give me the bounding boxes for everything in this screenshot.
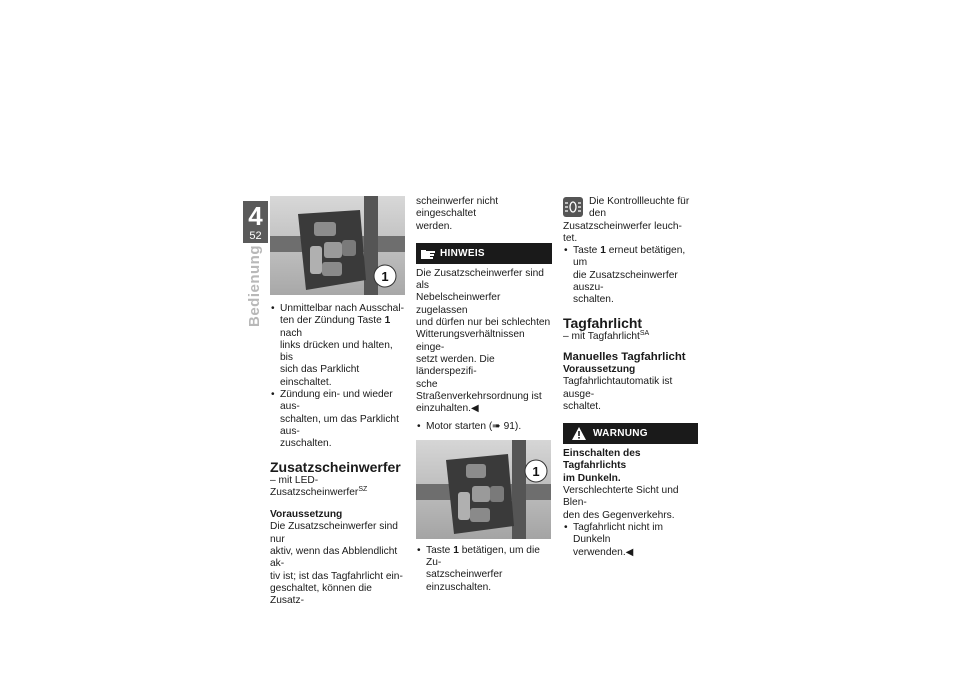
notice-bar	[416, 243, 552, 264]
notice-hand-icon	[421, 248, 437, 260]
notice-label: HINWEIS	[440, 247, 485, 259]
column-2	[416, 196, 552, 594]
list-item: • Taste 1 erneut betätigen, um die Zusatzscheinwerfer auszu- schalten.	[563, 245, 698, 306]
bullet-list-motor	[416, 421, 552, 433]
photo-callout: 1	[532, 463, 540, 479]
list-item: • Taste 1 betätigen, um die Zu- satzscheinwerfer einzuschalten.	[416, 545, 552, 594]
bullet-list-ausschalten	[563, 245, 698, 306]
paragraph-voraussetzung: Tagfahrlichtautomatik ist ausge- schaltet.	[563, 376, 673, 412]
section-heading-zusatzscheinwerfer: Zusatzscheinwerfer	[270, 458, 401, 475]
photo-callout: 1	[381, 269, 389, 284]
subheading-voraussetzung: Voraussetzung	[270, 509, 343, 521]
handlebar-switch-photo-1	[270, 196, 405, 295]
option-line: – mit LED-Zusatzscheinwerfer$^{SZ}$	[270, 474, 368, 498]
paragraph-continued: scheinwerfer nicht eingeschaltet werden.	[416, 196, 499, 232]
warning-triangle-icon	[572, 427, 586, 440]
column-1	[270, 196, 405, 608]
bullet-list-1	[270, 303, 405, 451]
paragraph-voraussetzung: Die Zusatzscheinwerfer sind nur aktiv, wenn das Abblendlicht ak- tiv ist; ist das Tagfahrlicht ein- geschaltet, können die Zusatz-	[270, 521, 403, 607]
handlebar-switch-photo-2	[416, 440, 551, 539]
list-item: • Tagfahrlicht nicht im Dunkeln verwenden.◀	[563, 522, 698, 559]
list-item: • Unmittelbar nach Ausschal- ten der Zündung Taste 1 nach links drücken und halten, bis sich das Parklicht einschaltet.	[270, 303, 405, 389]
chapter-tab	[243, 201, 268, 243]
notice-text: Die Zusatzscheinwerfer sind als Nebelscheinwerfer zugelassen und dürfen nur bei schlechten Witterungsverhältnissen einge- setzt werden. Die länderspezifi- sche Straßenverkehrsordnung ist einzuhalten.◀	[416, 267, 551, 415]
column-3	[563, 196, 698, 559]
warning-title: Einschalten des Tagfahrlichts im Dunkeln.	[563, 448, 641, 484]
list-item: • Motor starten (➠ 91).	[416, 421, 552, 433]
list-item: • Zündung ein- und wieder aus- schalten, um das Parklicht aus- zuschalten.	[270, 389, 405, 450]
handlebar-switch-illustration	[416, 440, 551, 539]
chapter-title: Bedienung	[246, 245, 263, 327]
bullet-list-taste	[416, 545, 552, 594]
warning-label: WARNUNG	[593, 428, 648, 440]
warning-text: Verschlechterte Sicht und Blen- den des Gegenverkehrs.	[563, 485, 679, 521]
warning-bullet-list	[563, 522, 698, 559]
section-heading-manuelles-tagfahrlicht: Manuelles Tagfahrlicht	[563, 350, 686, 363]
subheading-voraussetzung: Voraussetzung	[563, 363, 636, 375]
auxiliary-headlight-indicator-icon	[563, 197, 583, 217]
indicator-note: Die Kontrollleuchte für den Zusatzscheinwerfer leuch- tet.	[563, 196, 690, 244]
page-number: 52	[249, 230, 262, 242]
warning-bar	[563, 423, 698, 444]
chapter-number: 4	[248, 201, 263, 231]
section-heading-tagfahrlicht: Tagfahrlicht	[563, 314, 643, 331]
option-line: – mit Tagfahrlicht$^{SA}$	[563, 329, 650, 342]
handlebar-switch-illustration	[270, 196, 405, 295]
